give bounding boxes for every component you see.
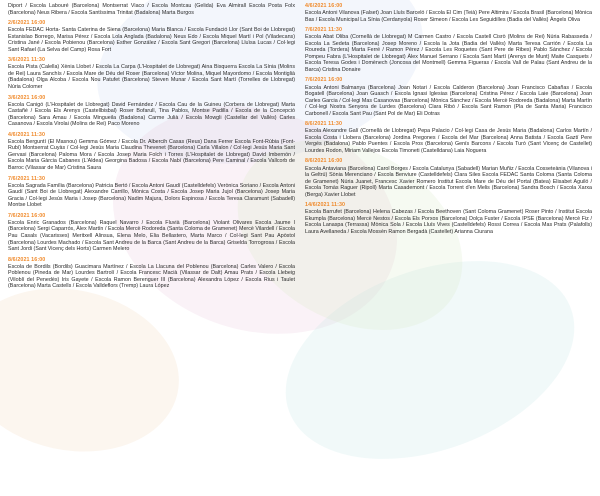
- session-date: 7/6/2021 11:30: [305, 27, 343, 34]
- background-shape: [0, 269, 194, 471]
- school-list: Escola Antaviana (Barcelona) Carol Borges / Escola Catalunya (Sabadell) Marian Muñiz / Escola Cosseteània (Vilanova i la Geltrú) Sònia Merenciano / Escola Benviure (Castelldefels) Clara Siles Escola FEDAC Santa Coloma (Santa Coloma de Gramenet) Núria Juanet, Francesc Xavier Romero Institut Escola Mare de Déu del Portal (Batea) Elisabet Aguiló / Escola Tomàs Raguer (Ripoll) Marta Casademont / Escola Torrent d'en Melis (Barcelona) Sandra Bosch / Escola Xarxa (Berga) Xavier Llobet: [305, 165, 592, 198]
- school-list: Diport / Escola Labouré (Barcelona) Montserrat Viaco / Escola Montcau (Gelida) Eva Almirall Escola Posta Folx (Barcelona) Neus Ribera / Escola Santíssima Trinitat (Badalona) Marta Burgos: [8, 3, 295, 16]
- schedule-block: [305, 158, 592, 198]
- school-list: Escola Alexandre Galí (Cornellà de Llobregat) Pepa Palacio / Col·legi Casa de Jesús Maria (Badalona) Carlos Martín / Escola Costa i Llobera (Barcelona) Jordina Pregones / Escola del Mar (Barcelona) Anna Batista / Escola Gaztí Pere Vergés (Badalona) Pablo Puentes / Escola Pros (Barcelona) Genís Barcons / Escola Turó (Sant Vicenç de Castellet) Lourdes Rodon, Miriam Vallejos Escola Timoneti (Castelldana) Laia Noguera: [305, 128, 592, 154]
- session-date: 8/6/2021 11:30: [305, 121, 343, 128]
- session-date: 8/6/2021 16:00: [305, 158, 343, 165]
- session-date: 7/6/2021 16:00: [8, 212, 46, 219]
- schedule-block: [8, 3, 295, 16]
- schedule-block: [8, 132, 295, 172]
- schedule-block: [8, 20, 295, 53]
- schedule-block: [8, 257, 295, 290]
- session-date: 2/6/2021 16:00: [8, 20, 46, 27]
- school-list: Escola Barrufet (Barcelona) Helena Cabezas / Escola Beethoven (Sant Coloma Gramenet) Roser Pinto / Institut Escola Ekumpla (Barcelona) Mercè Nestos / Escola Els Porxos (Barcelona) Dolça Fuster / Escola IPSE (Barcelona) Mercè Fiz / Escola Lanaspa (Terrassa) Mònica Sola / Escola Lluís Vives (Castelldefels) Rossi Correa / Escola Mas Prats (Palafolls) Laura Avellaneda / Escola Mossèn Ramon Bergadà (Castellet) Arianna Ciurana: [305, 209, 592, 235]
- schedule-block: [305, 121, 592, 154]
- left-column: [8, 3, 295, 294]
- schedule-block: [305, 77, 592, 117]
- schedule-block: [8, 57, 295, 90]
- school-list: Escola Abat Oliba (Cornellà de Llobregat) M Carmen Castro / Escola Castell Cisrò (Molins de Rei) Núria Rabasseda / Escola La Sedeta (Barcelona) Josep Moreno / Escola la Jota (Badia del Vallès) Marta Teresa Carrión / Escola La Roureda (Tordera) Marta Ferré / Ramon Pérez / Escola Les Roquetes (Sant Pere de Ribes) Pablo Sánchez / Escola Pompeu Fabra (L'Hospitalet de Llobregat) Àlex Manuel Serrano / Escola Sant Martí (Arenys de Munt) Maite Casquets / Escola Teresa Godes i Domènech (Joncosa del Montmell) Gemma Figueras / Escola Vall de Palau (Sant Andreu de la Barca) Cristina Donaire: [305, 34, 592, 73]
- schedule-block: [305, 3, 592, 23]
- session-date: 7/6/2021 11:30: [8, 175, 46, 182]
- session-date: 4/6/2021 11:30: [8, 131, 46, 138]
- school-list: Escola Canigó (L'Hospitalet de Llobregat) David Fernández / Escola Cau de la Guineu (Corbera de Llobregat) Marta Castañé / Escola Els Arenys (Castellbisbal) Roser Bofarull, Tina Pablos, Montse Padilla / Escola de la Concepció (Barcelona) Sara Amau / Escola Mingueila (Badalona) Carme Julià / Escola Mowgli (Castellar del Vallès) Carles Casanova / Escola Virolai (Molins de Rei) Paco Moreno: [8, 101, 295, 128]
- session-date: 4/6/2021 16:00: [305, 3, 343, 9]
- school-list: Escola Sagrada Família (Barcelona) Patricia Bertó / Escola Antoni Gaudí (Castelldefels) Verònica Soriano / Escola Antoni Gaudí (Sant Boi de Llobregat) Alexandre Carrillo, Mònica Costa / Escola Josep Maria Jujol (Barcelona) Josep Maria Gracia / Col·legi Jesús Maria i Josep (Barcelona) Nadim Majura, Dolors Espinosa / Escola Teresa Claramunt (Sabadell) Montse Llobet: [8, 182, 295, 209]
- session-date: 3/6/2021 16:00: [8, 94, 46, 101]
- schedule-block: [305, 202, 592, 235]
- school-list: Escola FEDAC Horta- Santa Caterina de Siena (Barcelona) Maria Blanca / Escola Fundació Llor (Sant Boi de Llobregat) Estanislao Borrego, Marisa Pérez / Escola Lola Anglada (Badalona) Neus Edo / Escola Miquel Martí i Pol (Viladecans) Cristina Jané / Escola Pobienou (Barcelona) Esther González / Escola Sant Gregori (Barcelona) Lluïsa Lucas / Col·legi Sant Rafael (La Selva del Camp) Rosa Fort: [8, 27, 295, 53]
- schedule-block: [8, 95, 295, 128]
- schedule-block: [305, 27, 592, 73]
- school-list: Escola Pista (Calella) Xènia Llobet / Escola La Carpa (L'Hospitalet de Llobregat) Aina Bisquerra Escola La Sínia (Molins de Rei) Laura Sanchís / Escola Mare de Déu del Roser (Barcelona) Víctor Molina, Miquel Mayordomo / Escola Montiglià (Badalona) Olga Alcoba / Escola Nou Patufet (Barcelona) Steven Munar / Escola Sant Martí (Torrelles de Llobregat) Núria Colomer: [8, 64, 295, 91]
- school-list: Escola Antoni Balmanya (Barcelona) Joan Notari / Escola Calderon (Barcelona) Joan Francisco Cabañas / Escola Bogatell (Barcelona) Joan Guasch / Escola Ignasi Iglesias (Barcelona) Cristina Pérez / Escola Laie (Barcelona) Joan Carles Garcia / Col·legi Mas Casanovas (Barcelona) Mònica Sánchez / Escola Mercè Rodoreda (Badalona) Marta Martín / Col·legi Nostra Senyora de Lurdes (Barcelona) Clara Ribó / Escola Sant Ramon (Pla de Santa Maria) Francisco Carbonell / Escola Sant Pau (Sant Pol de Mar) Eli Dotras: [305, 84, 592, 117]
- schedule-block: [8, 213, 295, 253]
- school-list: Escola de Bordils (Bordils) Guacimara Martínez / Escola La Llacuna del Poblenou (Barcelona) Carles Valero / Escola Poblenou (Pineda de Mar) Lourdes Bartrolí / Escola Francesc Macià (Vilassar de Dalt) Amau Prats / Escola Llebeig (Viloblí del Penedès) Iris Gayete / Escola Ramon Berenguer III (Barcelona) Alexandra López / Escola Rius i Taulet (Barcelona) Marta Castells / Escola Valldeflors (Tremp) Laura López: [8, 263, 295, 290]
- session-date: 7/6/2021 16:00: [305, 77, 343, 84]
- session-date: 3/6/2021 11:30: [8, 57, 46, 64]
- session-date: 8/6/2021 16:00: [8, 256, 46, 263]
- session-date: 14/6/2021 11:30: [305, 202, 346, 209]
- schedule-block: [8, 176, 295, 209]
- right-column: [305, 3, 592, 240]
- school-list: Escola Enric Granados (Barcelona) Raquel Navarro / Escola Fluvià (Barcelona) Violant Olivares Escola Jaume I (Barcelona) Sergi Caparrós, Àlex Martín / Escola Mercè Rodoreda (Santa Coloma de Gramenet) Mercè Vilardell / Escola Pau Casals (Vacarisses) Meritxell Alinsua, Elena Melo, Elia Bellastero, Marta Marco / Col·legi Sant Pau Apòstol (Barcelona) Lourdes Machado / Escola Sant Andreu de la Barca (Sant Andreu de la Barca) Griselda Torrogrosa / Escola Sant Jordi (Sant Vicenç dels Horts) Carmen Melero: [8, 219, 295, 253]
- school-list: Escola Antoni Vilanova (Falset) Joan Lluís Barceló / Escola El Cim (Teià) Pere Altimira / Escola Brasil (Barcelona) Mònica Bas / Escola Municipal La Sínia (Cerdanyola) Roser Simeon / Escola Les Seguidilles (Badia del Vallès) Àngels Oliva: [305, 10, 592, 23]
- school-list: Escola Berguntí (El Masnou) Gemma Gómez / Escola Dr. Albercih Casas (Reus) Dana Ferrer Escola Font-Rúbia (Font-Rubí) Montserrat Cuyàs / Col·legi Jesús Maria Claudina Thevenet (Barcelona) Carla Villalon / Col·legi Jesús Maria Sant Gervasi (Barcelona) Paloma Mora / Escola Josep Maria Folch i Torres (L'Hospitalet de Llobregat) David Imbernón / Escola Maria Gàrcia Cabanes (L'Aldea) Georgina Badosa / Escola Nabí (Barcelona) Pere Caminal / Escola Vallcorb de Barroc (Vilassar de Mar) Cristina Saura: [8, 138, 295, 172]
